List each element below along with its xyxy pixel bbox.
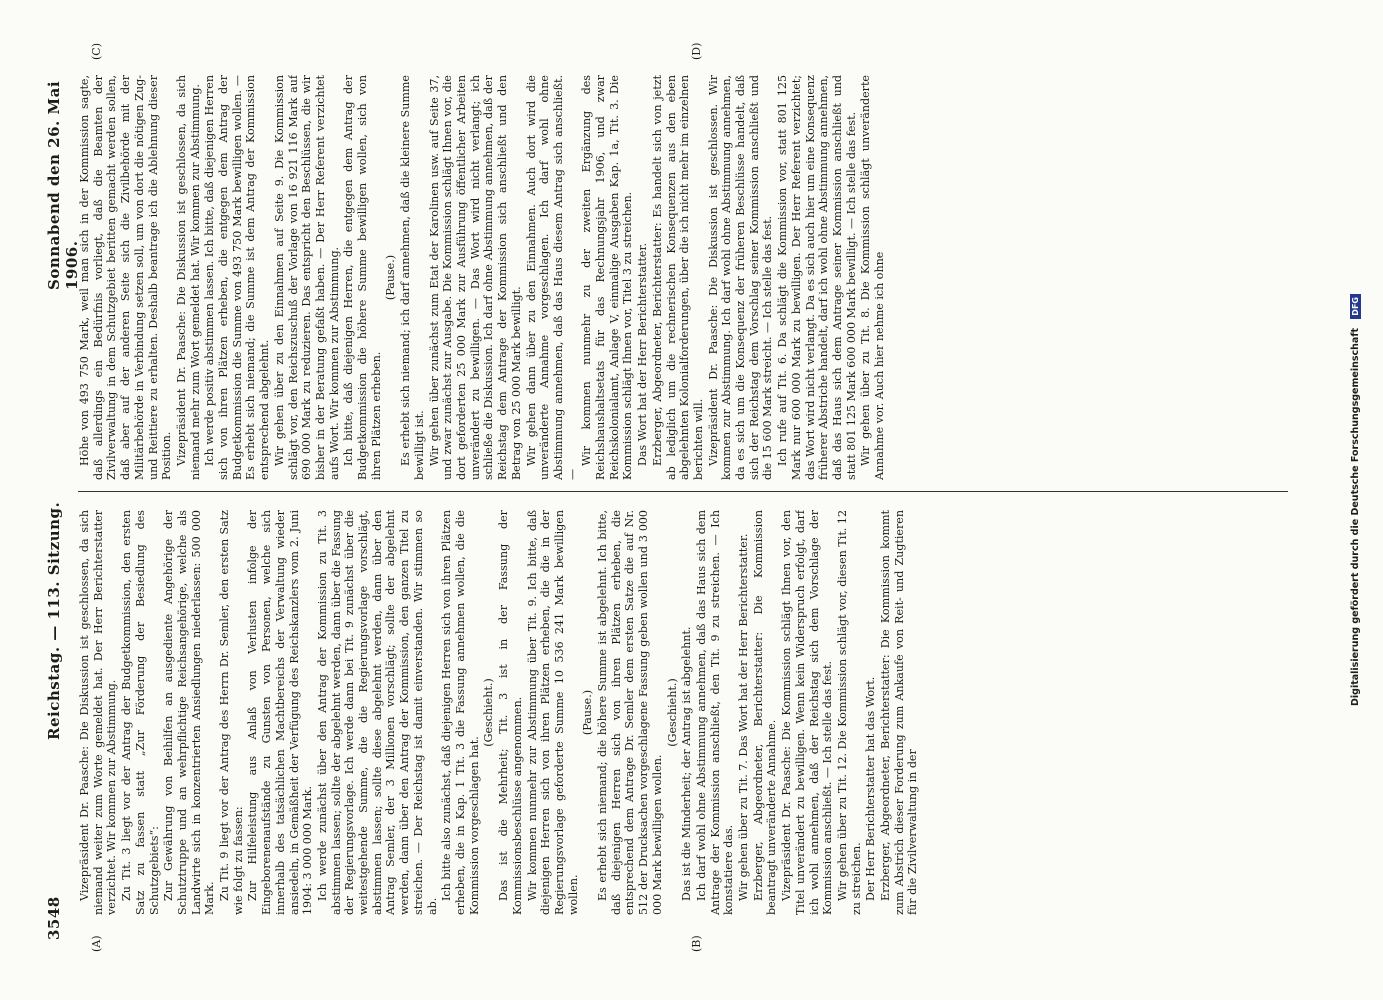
margin-mark-c: (C) (90, 43, 103, 60)
paragraph: (Geschieht.) (665, 678, 679, 747)
paragraph: Ich werde zunächst über den Antrag der Kommission zu Tit. 3 abstimmen lassen; sollte der abgelehnt werden, dann über die Fassung der Regierungsvorlage. Ich werde dann bei Tit. 9 zunächst über die weitestgehende Summe, die die Regierungsvorlage vorschlägt, abstimmen lassen; sollte diese abgelehnt werden, dann über den Antrag Semler, der 3 Millionen vorschlägt; sollte der abgelehnt werden, dann über den Antrag der Kommission, den ganzen Titel zu streichen. — Der Reichstag ist damit einverstanden. Wir stimmen so ab. (315, 510, 439, 915)
paragraph: Wir kommen nunmehr zu der zweiten Ergänzung des Reichshaushaltsetats für das Rechnungsjahr 1906, und zwar Reichskolonialamt, Anlage V, einmalige Ausgaben Kap. 1a, Tit. 3. Die Kommission schlägt Ihnen vor, Titel 3 zu streichen. (580, 75, 635, 480)
paragraph: Der Herr Berichterstatter hat das Wort. (864, 676, 878, 901)
paragraph: Vizepräsident Dr. Paasche: Die Diskussion ist geschlossen, da sich niemand mehr zum Wort gemeldet hat. Wir kommen zur Abstimmung. (174, 75, 202, 480)
paragraph: Erzberger, Abgeordneter, Berichterstatter: Es handelt sich von jetzt ab lediglich um die rechnerischen Konsequenzen aus den eben abgelehnten Kolonialforderungen, über die ich nicht mehr im einzelnen berichten will. (650, 75, 705, 480)
margin-mark-a: (A) (90, 935, 103, 952)
paragraph: (Pause.) (384, 254, 398, 301)
paragraph: Wir gehen über zu Tit. 8. Die Kommission schlägt unveränderte Annahme vor. Auch hier nehme ich ohne (859, 75, 887, 480)
digitization-footer (1350, 20, 1370, 980)
paragraph: Das ist die Mehrheit; Tit. 3 ist in der Fassung der Kommissionsbeschlüsse angenommen. (497, 510, 524, 915)
paragraph: Zu Tit. 9 liegt vor der Antrag des Herrn Dr. Semler, den ersten Satz wie folgt zu fassen: (218, 510, 245, 915)
paragraph: Wir gehen dann über zu den Einnahmen. Auch dort wird die unveränderte Annahme vorgeschlagen. Ich darf wohl ohne Abstimmung annehmen, daß das Haus diesem Antrag sich anschließt. — (524, 75, 579, 480)
paragraph: (Geschieht.) (482, 678, 496, 747)
paragraph: Erzberger, Abgeordneter, Berichterstatter: Die Kommission beantragt unveränderte Annahme. (751, 510, 779, 915)
paragraph: Wir gehen über zu Tit. 12. Die Kommission schlägt vor, diesen Tit. 12 zu streichen. (835, 510, 863, 915)
paragraph: Wir gehen über zu Tit. 7. Das Wort hat der Herr Berichterstatter. (737, 533, 751, 901)
page-number: 3548 (45, 896, 63, 940)
paragraph: Es erhebt sich niemand; die höhere Summe ist abgelehnt. Ich bitte, daß diejenigen Herren sich von ihren Plätzen erheben, die entsprechend dem Antrage Dr. Semler dem ersten Satze die auf Nr. 512 der Drucksachen vorgeschlagene Fassung geben wollen und 3 000 000 Mark bewilligen wollen. (596, 510, 664, 915)
paragraph: Das ist die Minderheit; der Antrag ist abgelehnt. (680, 626, 694, 901)
right-text-column (78, 75, 1288, 480)
footer-text: Digitalisierung gefördert durch die Deutsche Forschungsgemeinschaft (1350, 328, 1361, 706)
paragraph: Zur Hilfeleistung aus Anlaß von Verlusten infolge der Eingeborenenaufstände zu Gunsten von Personen, welche sich innerhalb des tatsächlichen Machtbereichs der Verwaltung wieder ansiedeln, in Gemäßheit der Verfügung des Reichskanzlers vom 2. Juni 1904: 3 000 000 Mark. (246, 510, 315, 915)
paragraph: (Pause.) (581, 689, 595, 736)
paragraph: Vizepräsident Dr. Paasche: Die Kommission schlägt Ihnen vor, den Titel unverändert zu bewilligen. Wenn kein Widerspruch erfolgt, darf ich wohl annehmen, daß der Reichstag sich dem Vorschlage der Kommission anschließt. — Ich stelle das fest. (780, 510, 835, 915)
paragraph: Höhe von 493 750 Mark, weil man sich in der Kommission sagte, daß allerdings ein Bedürfnis vorliegt, daß die Beamten der Zivilverwaltung in dem Schutzgebiet beritten gemacht werden sollen, daß aber auf der anderen Seite sich die Zivilbehörde mit der Militärbehörde in Verbindung setzen soll, um von dort die nötigen Zug- und Reittiere zu erhalten. Deshalb beantrage ich die Ablehnung dieser Position. (78, 75, 174, 480)
paragraph: Erzberger, Abgeordneter, Berichterstatter: Die Kommission kommt zum Abstrich dieser Forderung zum Ankaufe von Reit- und Zugtieren für die Zivilverwaltung in der (879, 510, 920, 915)
paragraph: Ich bitte, daß diejenigen Herren, die entgegen dem Antrag der Budgetkommission die höhere Summe bewilligen wollen, sich von ihren Plätzen erheben. (342, 75, 383, 480)
left-text-column (78, 510, 1288, 915)
session-date: Sonnabend den 26. Mai 1906. (45, 80, 81, 290)
paragraph: Zu Tit. 3 liegt vor der Antrag der Budgetkommission, den ersten Satz zu fassen statt „Zur Förderung der Besiedlung des Schutzgebiets“: (120, 510, 161, 915)
paragraph: Zur Gewährung von Beihilfen an ausgediente Angehörige der Schutztruppe und an wehrpflichtige Reichsangehörige, welche als Landwirte sich in konzentrierten Ansiedlungen niederlassen: 500 000 Mark. (162, 510, 217, 915)
paragraph: Vizepräsident Dr. Paasche: Die Diskussion ist geschlossen. Wir kommen zur Abstimmung. Ich darf wohl ohne Abstimmung annehmen, da es sich um die Konsequenz der früheren Beschlüsse handelt, daß sich der Reichstag dem Vorschlag seiner Kommission anschließt und die 15 600 Mark streicht. — Ich stelle das fest. (706, 75, 775, 480)
paragraph: Ich rufe auf Tit. 6. Da schlägt die Kommission vor, statt 801 125 Mark nur 600 000 Mark zu bewilligen. Der Herr Referent verzichtet; das Wort wird nicht verlangt. Da es sich auch hier um eine Konsequenz früherer Abstriche handelt, darf ich wohl ohne Abstimmung annehmen, daß das Haus sich dem Antrage seiner Kommission anschließt und statt 801 125 Mark 600 000 Mark bewilligt. — Ich stelle das fest. (776, 75, 858, 480)
margin-mark-d: (D) (690, 42, 703, 60)
paragraph: Ich bitte also zunächst, daß diejenigen Herren sich von ihren Plätzen erheben, die in Kap. 1 Tit. 3 die Fassung annehmen wollen, die die Kommission vorgeschlagen hat. (440, 510, 481, 915)
paragraph: Es erhebt sich niemand; ich darf annehmen, daß die kleinere Summe bewilligt ist. (399, 75, 426, 480)
paragraph: Das Wort hat der Herr Berichterstatter. (636, 242, 650, 466)
paragraph: Ich darf wohl ohne Abstimmung annehmen, daß das Haus sich dem Antrage der Kommission anschließt, den Tit. 9 zu streichen. — Ich konstatiere das. (694, 510, 736, 915)
paragraph: Wir kommen nunmehr zur Abstimmung über Tit. 9. Ich bitte, daß diejenigen Herren sich von ihren Plätzen erheben, die die in der Regierungsvorlage geforderte Summe 10 536 241 Mark bewilligen wollen. (525, 510, 580, 915)
paragraph: Wir gehen über zu den Einnahmen auf Seite 9. Die Kommission schlägt vor, den Reichszuschuß der Vorlage von 16 921 116 Mark auf 690 000 Mark zu reduzieren. Das entspricht den Beschlüssen, die wir bisher in der Beratung gefaßt haben. — Der Herr Referent verzichtet aufs Wort. Wir kommen zur Abstimmung. (272, 75, 341, 480)
paragraph: Vizepräsident Dr. Paasche: Die Diskussion ist geschlossen, da sich niemand weiter zum Worte gemeldet hat. Der Herr Berichterstatter verzichtet. Wir kommen zur Abstimmung. (78, 510, 119, 915)
page-header (45, 40, 81, 940)
paragraph: Ich werde positiv abstimmen lassen. Ich bitte, daß diejenigen Herren sich von ihren Plätzen erheben, die entgegen dem Antrag der Budgetkommission die Summe von 493 750 Mark bewilligen wollen. — Es erhebt sich niemand; die Summe ist dem Antrag der Kommission entsprechend abgelehnt. (203, 75, 272, 480)
paragraph: Wir gehen über zunächst zum Etat der Karolinen usw. auf Seite 37, und zwar zunächst zur Ausgabe. Die Kommission schlägt Ihnen vor, die dort geforderten 25 000 Mark zur Ausführung öffentlicher Arbeiten unverändert zu bewilligen. — Das Wort wird nicht verlangt; ich schließe die Diskussion. Ich darf ohne Abstimmung annehmen, daß der Reichstag dem Antrage der Kommission sich anschließt und den Betrag von 25 000 Mark bewilligt. (427, 75, 523, 480)
margin-mark-b: (B) (690, 935, 703, 952)
running-title: Reichstag. — 113. Sitzung. (45, 501, 63, 740)
dfg-logo: DFG (1350, 294, 1361, 319)
column-divider (78, 491, 1288, 492)
